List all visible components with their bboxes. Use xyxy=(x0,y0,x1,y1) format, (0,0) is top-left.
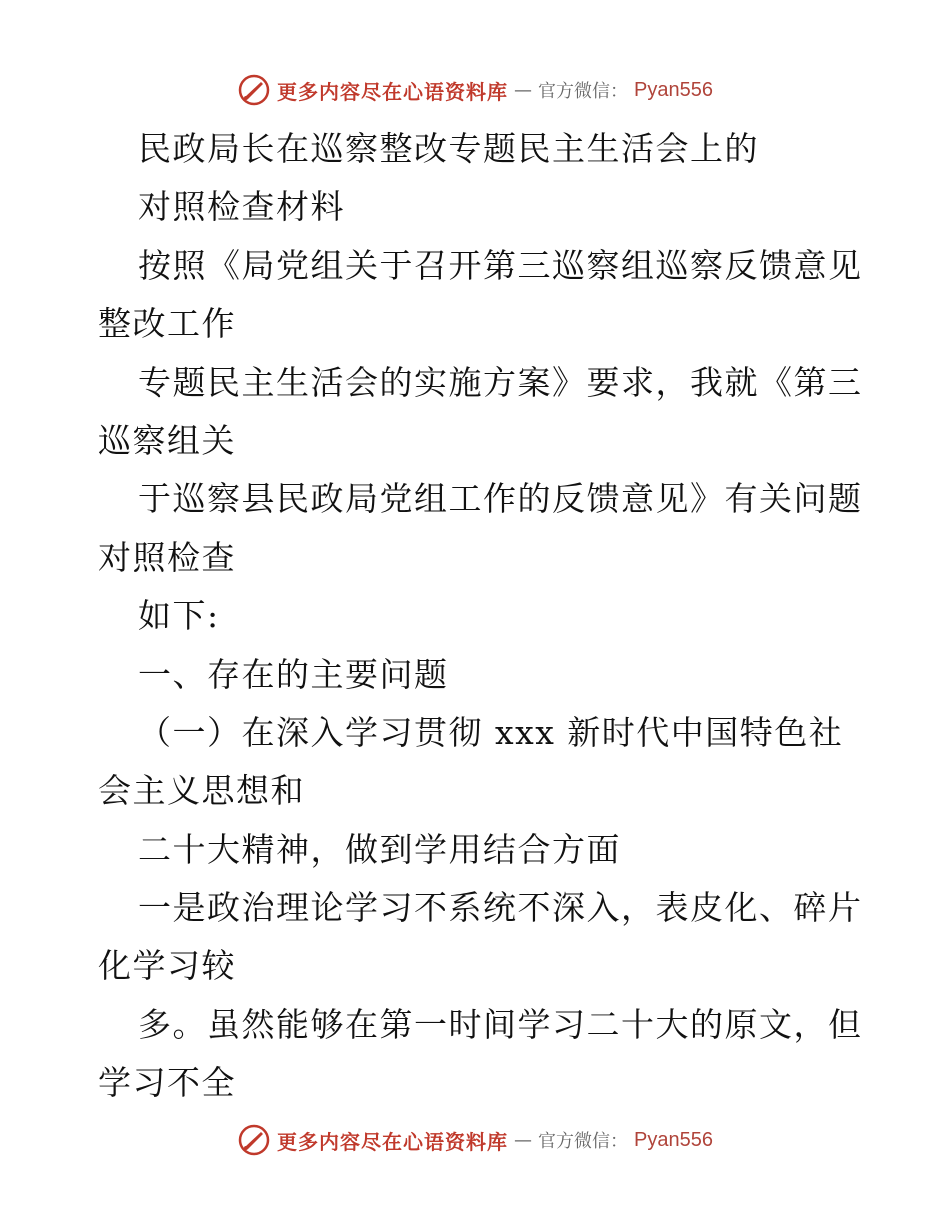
doc-paragraph-line: 按照《局党组关于召开第三巡察组巡察反馈意见 xyxy=(138,245,863,285)
doc-title-line-1: 民政局长在巡察整改专题民主生活会上的 xyxy=(138,129,759,168)
banner-dash: — xyxy=(514,79,533,101)
banner-wechat-id: Pyan556 xyxy=(634,1128,713,1151)
doc-paragraph-line: 化学习较 xyxy=(98,946,236,986)
doc-paragraph-line: 于巡察县民政局党组工作的反馈意见》有关问题 xyxy=(138,479,863,519)
doc-paragraph-line: 如下: xyxy=(138,596,220,636)
doc-paragraph-line: 多。虽然能够在第一时间学习二十大的原文，但 xyxy=(138,1004,863,1044)
banner-title: 更多内容尽在心语资料库 xyxy=(277,1129,509,1154)
doc-paragraph-line: 一是政治理论学习不系统不深入，表皮化、碎片 xyxy=(138,888,863,928)
document-body xyxy=(98,120,863,1113)
subsection-heading-cont: 会主义思想和 xyxy=(98,771,305,811)
banner-wechat-label: 官方微信： xyxy=(538,81,629,102)
subsection-heading: （一）在深入学习贯彻 xxx 新时代中国特色社 xyxy=(138,712,844,752)
banner-title: 更多内容尽在心语资料库 xyxy=(277,79,509,104)
banner-wechat-id: Pyan556 xyxy=(634,78,713,101)
doc-title-line-2: 对照检查材料 xyxy=(138,187,345,227)
doc-paragraph-line: 学习不全 xyxy=(98,1063,236,1103)
doc-paragraph-line: 专题民主生活会的实施方案》要求，我就《第三 xyxy=(138,362,863,402)
header-banner xyxy=(0,70,950,110)
section-heading: 一、存在的主要问题 xyxy=(138,654,449,694)
banner-dash: — xyxy=(514,1129,533,1151)
banner-wechat-label: 官方微信： xyxy=(538,1131,629,1152)
doc-paragraph-line: 二十大精神，做到学用结合方面 xyxy=(138,829,621,869)
footer-banner xyxy=(0,1120,950,1160)
quill-logo-icon xyxy=(237,73,271,107)
doc-paragraph-line: 巡察组关 xyxy=(98,420,236,460)
doc-paragraph-line: 整改工作 xyxy=(98,304,236,344)
quill-logo-icon xyxy=(237,1123,271,1157)
doc-paragraph-line: 对照检查 xyxy=(98,537,236,577)
